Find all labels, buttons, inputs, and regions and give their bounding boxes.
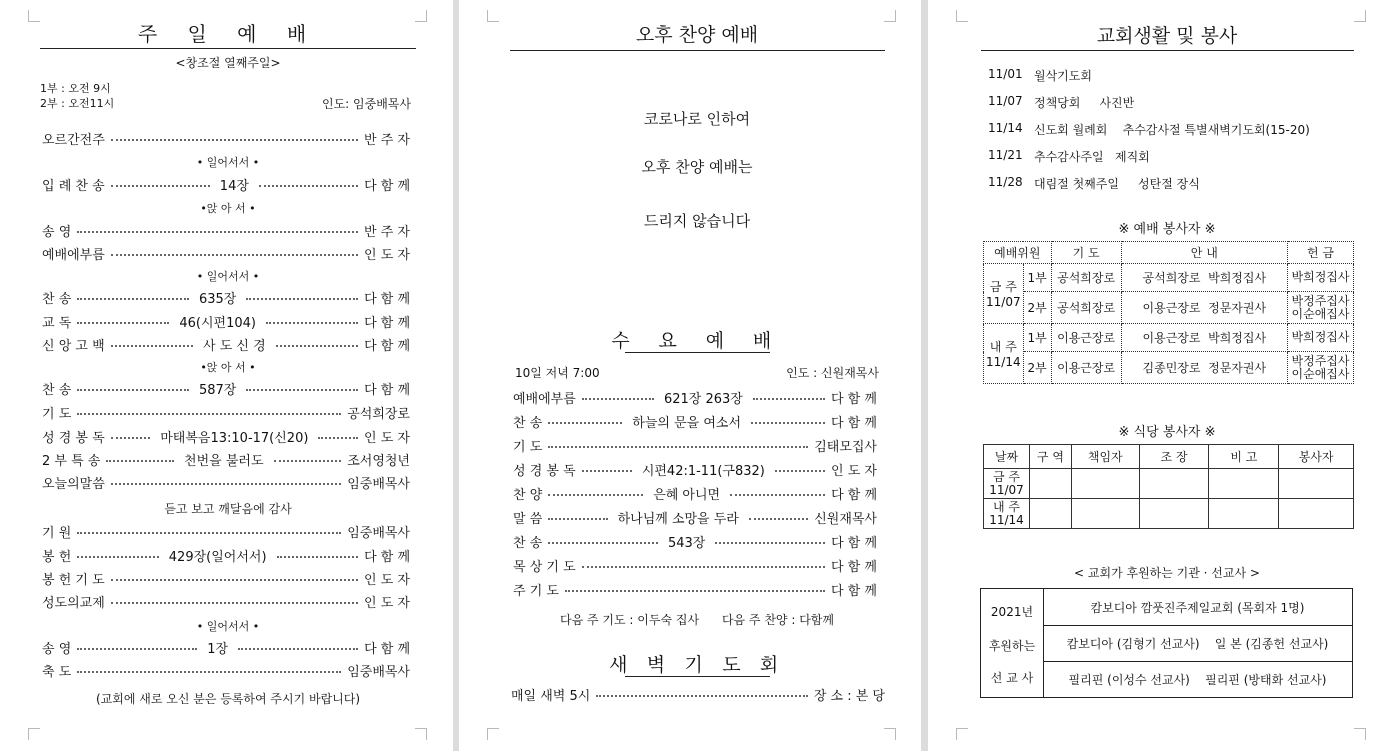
order-item	[42, 378, 410, 398]
order-item-label: 신 앙 고 백	[42, 338, 105, 354]
order-item	[513, 387, 877, 407]
event-date: 11/01	[988, 67, 1023, 81]
order-item-detail: 621장 263장	[663, 391, 743, 407]
table-header-row	[984, 242, 1354, 264]
dot-leader	[111, 437, 151, 439]
week-date: 11/14	[986, 355, 1021, 369]
dot-leader	[715, 542, 825, 544]
afternoon-title: 오후 찬양 예배	[635, 24, 759, 46]
part-cell: 1부	[1023, 324, 1051, 352]
dot-leader	[111, 139, 358, 141]
order-item	[513, 507, 877, 527]
week-cell	[984, 264, 1024, 324]
order-item-person: 신원재목사	[814, 511, 877, 527]
title-underline	[625, 676, 770, 677]
order-item-label: 예배에부름	[513, 391, 576, 407]
order-item-person: 임중배목사	[347, 476, 410, 492]
table-row	[984, 292, 1354, 324]
missions-line-3: 필리핀 (이성수 선교사) 필리핀 (방태화 선교사)	[1068, 673, 1327, 687]
order-item	[513, 411, 877, 431]
order-item	[513, 555, 877, 575]
dot-leader	[111, 345, 193, 347]
table-header-cell: 봉사자	[1279, 445, 1354, 469]
order-item-label: 송 영	[42, 641, 72, 657]
order-item-detail: 14장	[219, 178, 249, 194]
dot-leader	[775, 470, 825, 472]
order-item-label: 오르간전주	[42, 132, 105, 148]
section-note: • 일어서서 •	[196, 156, 260, 169]
prayer-cell: 공석희장로	[1051, 292, 1121, 324]
crop-mark	[28, 728, 40, 740]
table-header-cell: 비 고	[1209, 445, 1279, 469]
order-item-person: 다 함 께	[831, 535, 878, 551]
order-item	[42, 426, 410, 446]
missions-line-2: 캄보디아 (김형기 선교사) 일 본 (김종헌 선교사)	[1066, 637, 1329, 651]
table-header-cell: 날짜	[984, 445, 1030, 469]
dot-leader	[111, 579, 358, 581]
order-item	[42, 545, 410, 565]
order-item-person: 다 함 께	[364, 178, 411, 194]
prayer-cell: 공석희장로	[1051, 264, 1121, 292]
week-date: 11/07	[989, 482, 1024, 497]
order-item	[42, 174, 410, 194]
order-item	[42, 472, 410, 492]
offering-cell	[1288, 292, 1354, 324]
missions-left-3: 선 교 사	[990, 671, 1034, 685]
title-underline	[510, 50, 885, 51]
sunday-footer: (교회에 새로 오신 분은 등록하여 주시기 바랍니다)	[95, 692, 361, 706]
order-item-person: 조서영청년	[347, 453, 410, 469]
event-text: 대림절 첫째주일 성탄절 장식	[1034, 177, 1200, 191]
order-item-label: 성도의교제	[42, 595, 105, 611]
order-item-label: 주 기 도	[513, 583, 559, 599]
order-item-label: 찬 양	[513, 487, 543, 503]
guide-cell: 김종민장로 정문자권사	[1121, 352, 1287, 384]
crop-mark	[487, 728, 499, 740]
section-note: 듣고 보고 깨달음에 감사	[164, 502, 292, 516]
church-life-page	[928, 0, 1392, 751]
dot-leader	[753, 398, 825, 400]
order-item-label: 송 영	[42, 224, 72, 240]
dot-leader	[266, 322, 358, 324]
title-underline	[981, 50, 1354, 51]
afternoon-line-2: 오후 찬양 예배는	[641, 158, 753, 176]
order-item	[513, 579, 877, 599]
order-item-person: 임중배목사	[347, 664, 410, 680]
order-item-detail: 마태복음13:10-17(신20)	[160, 430, 309, 446]
order-item	[42, 243, 410, 263]
order-item-detail: 635장	[198, 291, 237, 307]
empty-cell	[1071, 469, 1139, 499]
offering-cell	[1288, 324, 1354, 352]
order-item-person: 다 함 께	[831, 583, 877, 599]
event-text: 월삭기도회	[1034, 69, 1092, 83]
order-item-person: 김태모집사	[814, 439, 877, 455]
dot-leader	[276, 345, 358, 347]
offering-name: 박정주집사	[1291, 293, 1350, 308]
dot-leader	[77, 298, 189, 300]
order-item	[42, 128, 410, 148]
order-item-label: 봉 헌	[42, 549, 72, 565]
week-cell	[984, 324, 1024, 384]
kitchen-volunteers-table	[983, 444, 1354, 529]
missions-row-line	[1043, 661, 1352, 662]
part-cell: 1부	[1023, 264, 1051, 292]
sunday-subtitle: <창조절 열째주일>	[175, 56, 281, 70]
dot-leader	[77, 322, 169, 324]
prayer-cell: 이용근장로	[1051, 352, 1121, 384]
dot-leader	[548, 542, 658, 544]
table-row	[984, 324, 1354, 352]
missions-row-line	[1043, 625, 1352, 626]
order-item	[42, 402, 410, 422]
order-item-detail: 하늘의 문을 여소서	[632, 415, 742, 431]
order-item	[42, 637, 410, 657]
crop-mark	[1354, 728, 1366, 740]
dot-leader	[77, 671, 341, 673]
table-row	[984, 469, 1354, 499]
table-header-cell: 안 내	[1121, 242, 1287, 264]
sunday-leader: 인도: 임중배목사	[321, 97, 411, 111]
offering-name: 이순애집사	[1291, 366, 1350, 381]
order-item-person: 공석희장로	[347, 406, 410, 422]
missions-title: < 교회가 후원하는 기관 · 선교사 >	[1074, 566, 1260, 580]
table-header-cell: 헌 금	[1288, 242, 1354, 264]
dot-leader	[238, 648, 358, 650]
order-item-person: 다 함 께	[364, 549, 411, 565]
order-item-label: 찬 송	[513, 415, 543, 431]
order-item-detail: 543장	[667, 535, 706, 551]
order-item-label: 예배에부름	[42, 247, 105, 263]
missions-line-1: 캄보디아 깜풋진주제일교회 (목회자 1명)	[1090, 601, 1305, 615]
missions-box	[980, 588, 1353, 698]
dawn-place: 장 소 : 본 당	[813, 688, 885, 704]
week-cell	[984, 499, 1030, 529]
table-row	[984, 352, 1354, 384]
dot-leader	[565, 590, 825, 592]
order-item-person: 다 함 께	[831, 559, 877, 575]
week-date: 11/07	[986, 295, 1021, 309]
dot-leader	[582, 566, 825, 568]
order-item-label: 목 상 기 도	[513, 559, 576, 575]
order-item	[513, 435, 877, 455]
title-underline	[40, 48, 416, 49]
dot-leader	[259, 185, 358, 187]
table-row	[984, 264, 1354, 292]
next-week-note: 다음 주 기도 : 이두숙 집사 다음 주 찬양 : 다함께	[560, 613, 834, 627]
missions-left-2: 후원하는	[988, 639, 1036, 653]
dawn-row	[511, 684, 885, 704]
order-item-person: 다 함 께	[364, 338, 411, 354]
order-item-person: 다 함 께	[364, 291, 411, 307]
order-item-label: 말 씀	[513, 511, 543, 527]
part-cell: 2부	[1023, 292, 1051, 324]
dot-leader	[548, 518, 607, 520]
order-item-label: 기 도	[42, 406, 72, 422]
crop-mark	[884, 728, 896, 740]
order-item-label: 교 독	[42, 315, 72, 331]
dot-leader	[548, 446, 808, 448]
order-item-person: 임중배목사	[347, 525, 410, 541]
service-time-1: 1부 : 오전 9시	[40, 82, 111, 95]
order-item-detail: 587장	[198, 382, 237, 398]
crop-mark	[415, 728, 427, 740]
order-item-label: 2 부 특 송	[42, 453, 101, 469]
order-item	[42, 220, 410, 240]
afternoon-worship-page	[459, 0, 921, 751]
dot-leader	[106, 460, 174, 462]
event-text: 신도회 월례회 추수감사절 특별새벽기도회(15-20)	[1034, 123, 1310, 137]
week-label: 금 주	[989, 280, 1017, 294]
dot-leader	[548, 422, 622, 424]
dot-leader	[730, 494, 825, 496]
week-label: 내 주	[989, 340, 1017, 354]
table-header-cell: 예배위원	[984, 242, 1052, 264]
order-item	[42, 311, 410, 331]
order-item	[42, 521, 410, 541]
service-time-2: 2부 : 오전11시	[40, 97, 115, 110]
afternoon-line-1: 코로나로 인하여	[643, 110, 751, 128]
order-item-label: 입 례 찬 송	[42, 178, 105, 194]
order-item-label: 봉 헌 기 도	[42, 572, 105, 588]
order-item-person: 다 함 께	[364, 382, 411, 398]
offering-name: 박정주집사	[1291, 353, 1350, 368]
dot-leader	[582, 470, 632, 472]
order-item	[42, 591, 410, 611]
worship-volunteers-title: ※ 예배 봉사자 ※	[1118, 222, 1216, 237]
event-date: 11/21	[988, 148, 1023, 162]
dot-leader	[77, 532, 341, 534]
wednesday-title: 수 요 예 배	[611, 330, 783, 352]
order-item-label: 성 경 봉 독	[42, 430, 105, 446]
event-date: 11/28	[988, 175, 1023, 189]
empty-cell	[1071, 499, 1139, 529]
dot-leader	[582, 398, 654, 400]
order-item-detail: 사 도 신 경	[203, 338, 266, 354]
offering-name: 박희정집사	[1291, 270, 1350, 284]
kitchen-volunteers-title: ※ 식당 봉사자 ※	[1118, 425, 1216, 440]
empty-cell	[1029, 499, 1071, 529]
sunday-worship-page	[0, 0, 453, 751]
event-date: 11/14	[988, 121, 1023, 135]
week-cell	[984, 469, 1030, 499]
week-label: 내 주	[992, 499, 1020, 514]
order-item-person: 인 도 자	[364, 595, 410, 611]
order-item	[42, 660, 410, 680]
order-item-detail: 46(시편104)	[179, 315, 256, 331]
empty-cell	[1279, 499, 1354, 529]
offering-name: 이순애집사	[1291, 306, 1350, 321]
dot-leader	[77, 413, 341, 415]
order-item-detail: 429장(일어서서)	[168, 549, 267, 565]
order-item-label: 찬 송	[513, 535, 543, 551]
dot-leader	[77, 231, 358, 233]
crop-mark	[956, 10, 968, 22]
order-item-label: 기 원	[42, 525, 72, 541]
table-header-row	[984, 445, 1354, 469]
dot-leader	[111, 254, 358, 256]
wednesday-leader: 인도 : 신원재목사	[786, 366, 879, 380]
order-item	[513, 483, 877, 503]
order-item	[513, 459, 877, 479]
dawn-title: 새 벽 기 도 회	[609, 654, 785, 676]
crop-mark	[956, 728, 968, 740]
order-item	[42, 287, 410, 307]
order-item-detail: 1장	[207, 641, 229, 657]
order-item	[513, 531, 877, 551]
dot-leader	[77, 648, 197, 650]
title-underline	[625, 352, 770, 353]
crop-mark	[1354, 10, 1366, 22]
order-item-detail: 시편42:1-11(구832)	[641, 463, 765, 479]
order-item-label: 기 도	[513, 439, 543, 455]
table-header-cell: 책임자	[1071, 445, 1139, 469]
table-header-cell: 조 장	[1139, 445, 1209, 469]
guide-cell: 이용근장로 정문자권사	[1121, 292, 1287, 324]
empty-cell	[1139, 469, 1209, 499]
order-item-detail: 하나님께 소망을 두라	[617, 511, 739, 527]
event-text: 추수감사주일 제직회	[1034, 150, 1150, 164]
part-cell: 2부	[1023, 352, 1051, 384]
offering-cell	[1288, 352, 1354, 384]
dot-leader	[111, 483, 341, 485]
guide-cell: 이용근장로 박희정집사	[1121, 324, 1287, 352]
empty-cell	[1029, 469, 1071, 499]
order-item-label: 축 도	[42, 664, 72, 680]
order-item-label: 오늘의말씀	[42, 476, 105, 492]
table-header-cell: 구 역	[1029, 445, 1071, 469]
table-header-cell: 기 도	[1051, 242, 1121, 264]
order-item-detail: 은혜 아니면	[653, 487, 721, 503]
section-note: • 일어서서 •	[196, 620, 260, 633]
order-item-person: 인 도 자	[364, 247, 410, 263]
dot-leader	[596, 695, 808, 697]
dot-leader	[77, 389, 189, 391]
worship-volunteers-table	[983, 241, 1354, 384]
section-note: •앉 아 서 •	[200, 361, 256, 374]
offering-name: 박희정집사	[1291, 330, 1350, 344]
afternoon-line-3: 드리지 않습니다	[643, 212, 751, 230]
order-item	[42, 334, 410, 354]
order-item-person: 다 함 께	[831, 391, 877, 407]
wednesday-time: 10일 저녁 7:00	[515, 366, 600, 380]
dawn-label: 매일 새벽 5시	[511, 688, 591, 704]
missions-left-1: 2021년	[990, 605, 1034, 619]
dot-leader	[751, 422, 825, 424]
order-item-person: 다 함 께	[831, 415, 877, 431]
order-item-label: 찬 송	[42, 382, 72, 398]
crop-mark	[28, 10, 40, 22]
order-item-detail: 천번을 불러도	[184, 453, 264, 469]
prayer-cell: 이용근장로	[1051, 324, 1121, 352]
guide-cell: 공석희장로 박희정집사	[1121, 264, 1287, 292]
crop-mark	[884, 10, 896, 22]
event-date: 11/07	[988, 94, 1023, 108]
order-item-person: 반 주 자	[364, 132, 410, 148]
dot-leader	[749, 518, 808, 520]
crop-mark	[415, 10, 427, 22]
order-item-person: 인 도 자	[364, 430, 410, 446]
order-item-label: 찬 송	[42, 291, 72, 307]
empty-cell	[1209, 469, 1279, 499]
dot-leader	[77, 556, 159, 558]
section-note: • 일어서서 •	[196, 270, 260, 283]
order-item	[42, 568, 410, 588]
dot-leader	[318, 437, 358, 439]
church-life-title: 교회생활 및 봉사	[1096, 25, 1238, 47]
empty-cell	[1279, 469, 1354, 499]
order-item-person: 인 도 자	[364, 572, 410, 588]
empty-cell	[1209, 499, 1279, 529]
order-item-person: 다 함 께	[364, 315, 411, 331]
order-item-person: 다 함 께	[831, 487, 878, 503]
section-note: •앉 아 서 •	[200, 202, 256, 215]
order-item-label: 성 경 봉 독	[513, 463, 576, 479]
dot-leader	[246, 389, 358, 391]
week-date: 11/14	[989, 512, 1024, 527]
week-label: 금 주	[992, 469, 1020, 484]
event-text: 정책당회 사진반	[1034, 96, 1135, 110]
order-item-person: 인 도 자	[831, 463, 877, 479]
dot-leader	[548, 494, 643, 496]
dot-leader	[246, 298, 358, 300]
dot-leader	[277, 556, 359, 558]
order-item-person: 다 함 께	[364, 641, 411, 657]
empty-cell	[1139, 499, 1209, 529]
order-item	[42, 449, 410, 469]
offering-cell	[1288, 264, 1354, 292]
sunday-title: 주 일 예 배	[137, 22, 319, 46]
dot-leader	[274, 460, 342, 462]
order-item-person: 반 주 자	[364, 224, 410, 240]
dot-leader	[111, 185, 210, 187]
crop-mark	[487, 10, 499, 22]
dot-leader	[111, 602, 358, 604]
table-row	[984, 499, 1354, 529]
